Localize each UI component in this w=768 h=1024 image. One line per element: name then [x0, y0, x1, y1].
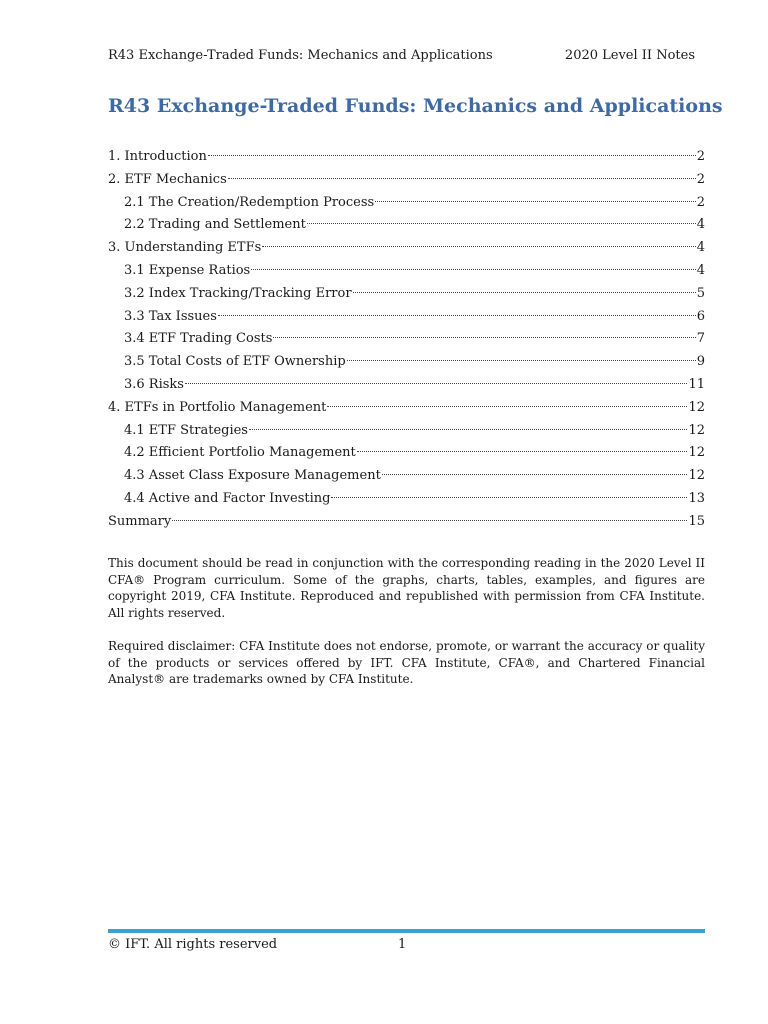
toc-entry-label[interactable]: 3.2 Index Tracking/Tracking Error [124, 285, 352, 301]
toc-dot-leader [273, 337, 695, 338]
curriculum-notice: This document should be read in conjunction with the corresponding reading in the 2020 Level II CFA® Program curriculum. Some of the graphs, charts, tables, examples, and figures are copyright 2019, CFA Institute. Reproduced and republished with permission from CFA Institute. All rights reserved. [108, 556, 705, 620]
toc-entry[interactable] [108, 214, 705, 237]
toc-dot-leader [251, 269, 695, 270]
toc-entry-page[interactable]: 12 [688, 468, 705, 484]
header-document-title: R43 Exchange-Traded Funds: Mechanics and Applications [108, 48, 493, 63]
toc-dot-leader [185, 383, 687, 384]
toc-entry-page[interactable]: 15 [688, 513, 705, 529]
toc-dot-leader [382, 474, 688, 475]
toc-entry[interactable] [108, 328, 705, 351]
toc-entry-label[interactable]: 2.1 The Creation/Redemption Process [124, 194, 375, 210]
page-header [108, 46, 695, 66]
toc-entry-label[interactable]: Summary [108, 513, 172, 529]
toc-entry[interactable] [108, 260, 705, 283]
toc-entry-label[interactable]: 4. ETFs in Portfolio Management [108, 399, 327, 415]
toc-entry-label[interactable]: 3. Understanding ETFs [108, 240, 262, 256]
toc-entry-page[interactable]: 9 [696, 354, 705, 370]
toc-entry-label[interactable]: 4.4 Active and Factor Investing [124, 490, 331, 506]
toc-entry-label[interactable]: 4.2 Efficient Portfolio Management [124, 445, 356, 461]
footer-page-number: 1 [398, 937, 407, 952]
toc-entry-page[interactable]: 4 [696, 240, 705, 256]
toc-entry[interactable] [108, 420, 705, 443]
header-notes-label: 2020 Level II Notes [564, 48, 695, 63]
toc-entry-page[interactable]: 12 [688, 422, 705, 438]
toc-dot-leader [172, 520, 687, 521]
toc-dot-leader [249, 429, 687, 430]
toc-entry-label[interactable]: 1. Introduction [108, 149, 207, 164]
toc-entry[interactable] [108, 283, 705, 306]
toc-dot-leader [228, 178, 696, 179]
toc-entry-page[interactable]: 2 [696, 194, 705, 210]
toc-dot-leader [353, 292, 696, 293]
toc-entry-page[interactable]: 11 [688, 376, 705, 392]
toc-entry[interactable] [108, 374, 705, 397]
toc-entry[interactable] [108, 465, 705, 488]
toc-entry[interactable] [108, 306, 705, 329]
toc-entry-page[interactable]: 4 [696, 262, 705, 278]
toc-entry[interactable] [108, 146, 705, 169]
toc-dot-leader [347, 360, 696, 361]
toc-entry-label[interactable]: 3.5 Total Costs of ETF Ownership [124, 354, 346, 370]
toc-dot-leader [208, 155, 696, 156]
toc-entry-page[interactable]: 7 [696, 331, 705, 347]
toc-entry[interactable] [108, 192, 705, 215]
toc-entry[interactable] [108, 442, 705, 465]
footer-copyright: © IFT. All rights reserved [108, 937, 278, 952]
toc-entry-page[interactable]: 6 [696, 308, 705, 324]
toc-entry-label[interactable]: 3.4 ETF Trading Costs [124, 331, 273, 347]
toc-entry[interactable] [108, 511, 705, 534]
toc-dot-leader [262, 246, 695, 247]
table-of-contents [108, 146, 705, 534]
toc-entry[interactable] [108, 169, 705, 192]
toc-entry[interactable] [108, 488, 705, 511]
toc-entry-label[interactable]: 4.1 ETF Strategies [124, 422, 248, 438]
toc-entry-page[interactable]: 4 [696, 217, 705, 233]
toc-dot-leader [331, 497, 687, 498]
toc-entry-label[interactable]: 3.6 Risks [124, 376, 184, 392]
toc-entry-label[interactable]: 3.1 Expense Ratios [124, 262, 251, 278]
toc-entry-label[interactable]: 2. ETF Mechanics [108, 171, 227, 187]
toc-entry-page[interactable]: 12 [688, 445, 705, 461]
toc-dot-leader [218, 315, 696, 316]
footer-rule [108, 929, 705, 933]
toc-entry-page[interactable]: 2 [696, 149, 705, 164]
toc-entry-label[interactable]: 2.2 Trading and Settlement [124, 217, 306, 233]
toc-entry-page[interactable]: 13 [688, 490, 705, 506]
document-title: R43 Exchange-Traded Funds: Mechanics and Applications [108, 95, 723, 117]
toc-entry-page[interactable]: 5 [696, 285, 705, 301]
toc-entry[interactable] [108, 397, 705, 420]
toc-entry[interactable] [108, 237, 705, 260]
toc-entry-page[interactable]: 2 [696, 171, 705, 187]
toc-entry-page[interactable]: 12 [688, 399, 705, 415]
toc-dot-leader [375, 201, 696, 202]
toc-dot-leader [357, 451, 688, 452]
toc-entry-label[interactable]: 3.3 Tax Issues [124, 308, 217, 324]
required-disclaimer: Required disclaimer: CFA Institute does not endorse, promote, or warrant the accuracy or quality of the products or services offered by IFT. CFA Institute, CFA®, and Chartered Financial Analyst® are trademarks owned by CFA Institute. [108, 639, 705, 687]
toc-dot-leader [327, 406, 687, 407]
toc-entry[interactable] [108, 351, 705, 374]
toc-dot-leader [307, 223, 696, 224]
toc-entry-label[interactable]: 4.3 Asset Class Exposure Management [124, 468, 381, 484]
